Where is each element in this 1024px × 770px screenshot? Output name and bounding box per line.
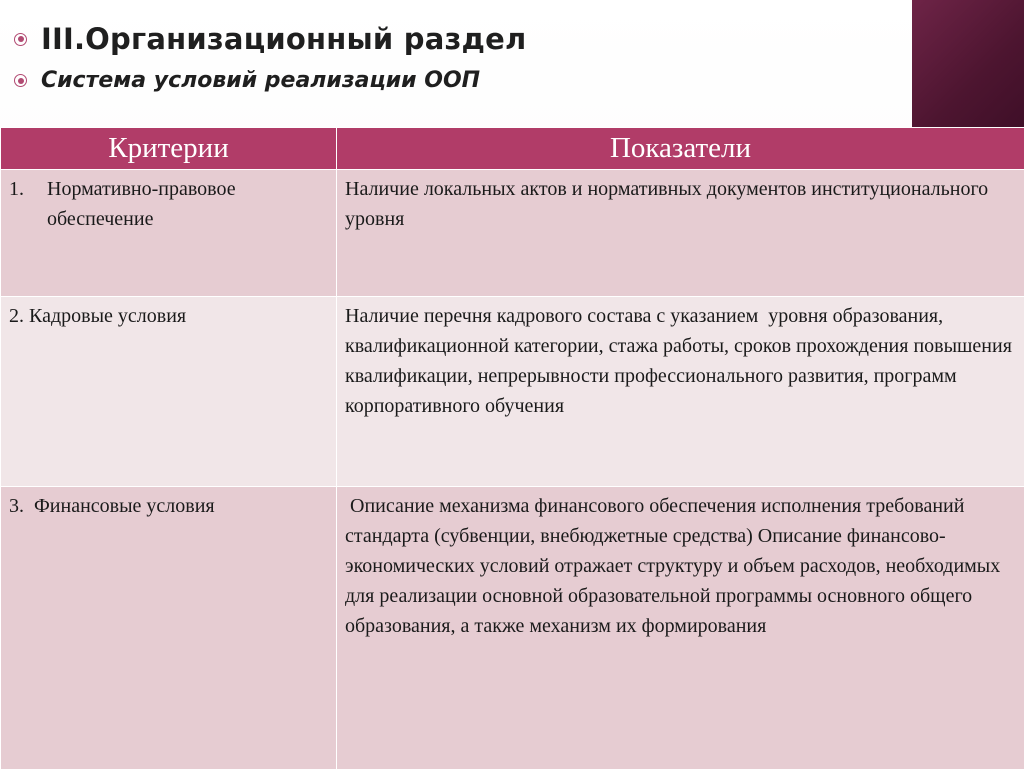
indicator-cell: Наличие перечня кадрового состава с указанием уровня образования, квалификационной категории, стажа работы, сроков прохождения повышения квалификации, непрерывности профессионального развития, программ корпоративного обучения [337, 297, 1024, 487]
bullet-circle-icon [14, 33, 27, 46]
slide-heading-list [14, 22, 526, 93]
indicator-cell: Описание механизма финансового обеспечения исполнения требований стандарта (субвенции, внебюджетные средства) Описание финансово-экономических условий отражает структуру и объем расходов, необходимых для реализации основной образовательной программы основного общего образования, а также механизм их формирования [337, 487, 1024, 770]
table-header-row [1, 128, 1024, 170]
criteria-table [0, 127, 1024, 770]
criterion-cell [1, 170, 337, 297]
decorative-corner-block [912, 0, 1024, 127]
slide-subtitle: Система условий реализации ООП [41, 68, 480, 93]
slide-title: III.Организационный раздел [41, 22, 526, 56]
criterion-text: Нормативно-правовое обеспечение [47, 174, 328, 234]
table-row [1, 170, 1024, 297]
indicator-cell: Наличие локальных актов и нормативных документов институционального уровня [337, 170, 1024, 297]
criterion-number: 1. [9, 174, 47, 234]
bullet-circle-icon [14, 74, 27, 87]
table-row [1, 297, 1024, 487]
table-row [1, 487, 1024, 770]
criterion-cell: 3. Финансовые условия [1, 487, 337, 770]
header-criteria: Критерии [1, 128, 337, 170]
criterion-cell: 2. Кадровые условия [1, 297, 337, 487]
header-indicators: Показатели [337, 128, 1024, 170]
heading-bullet [14, 22, 526, 56]
subheading-bullet [14, 68, 526, 93]
